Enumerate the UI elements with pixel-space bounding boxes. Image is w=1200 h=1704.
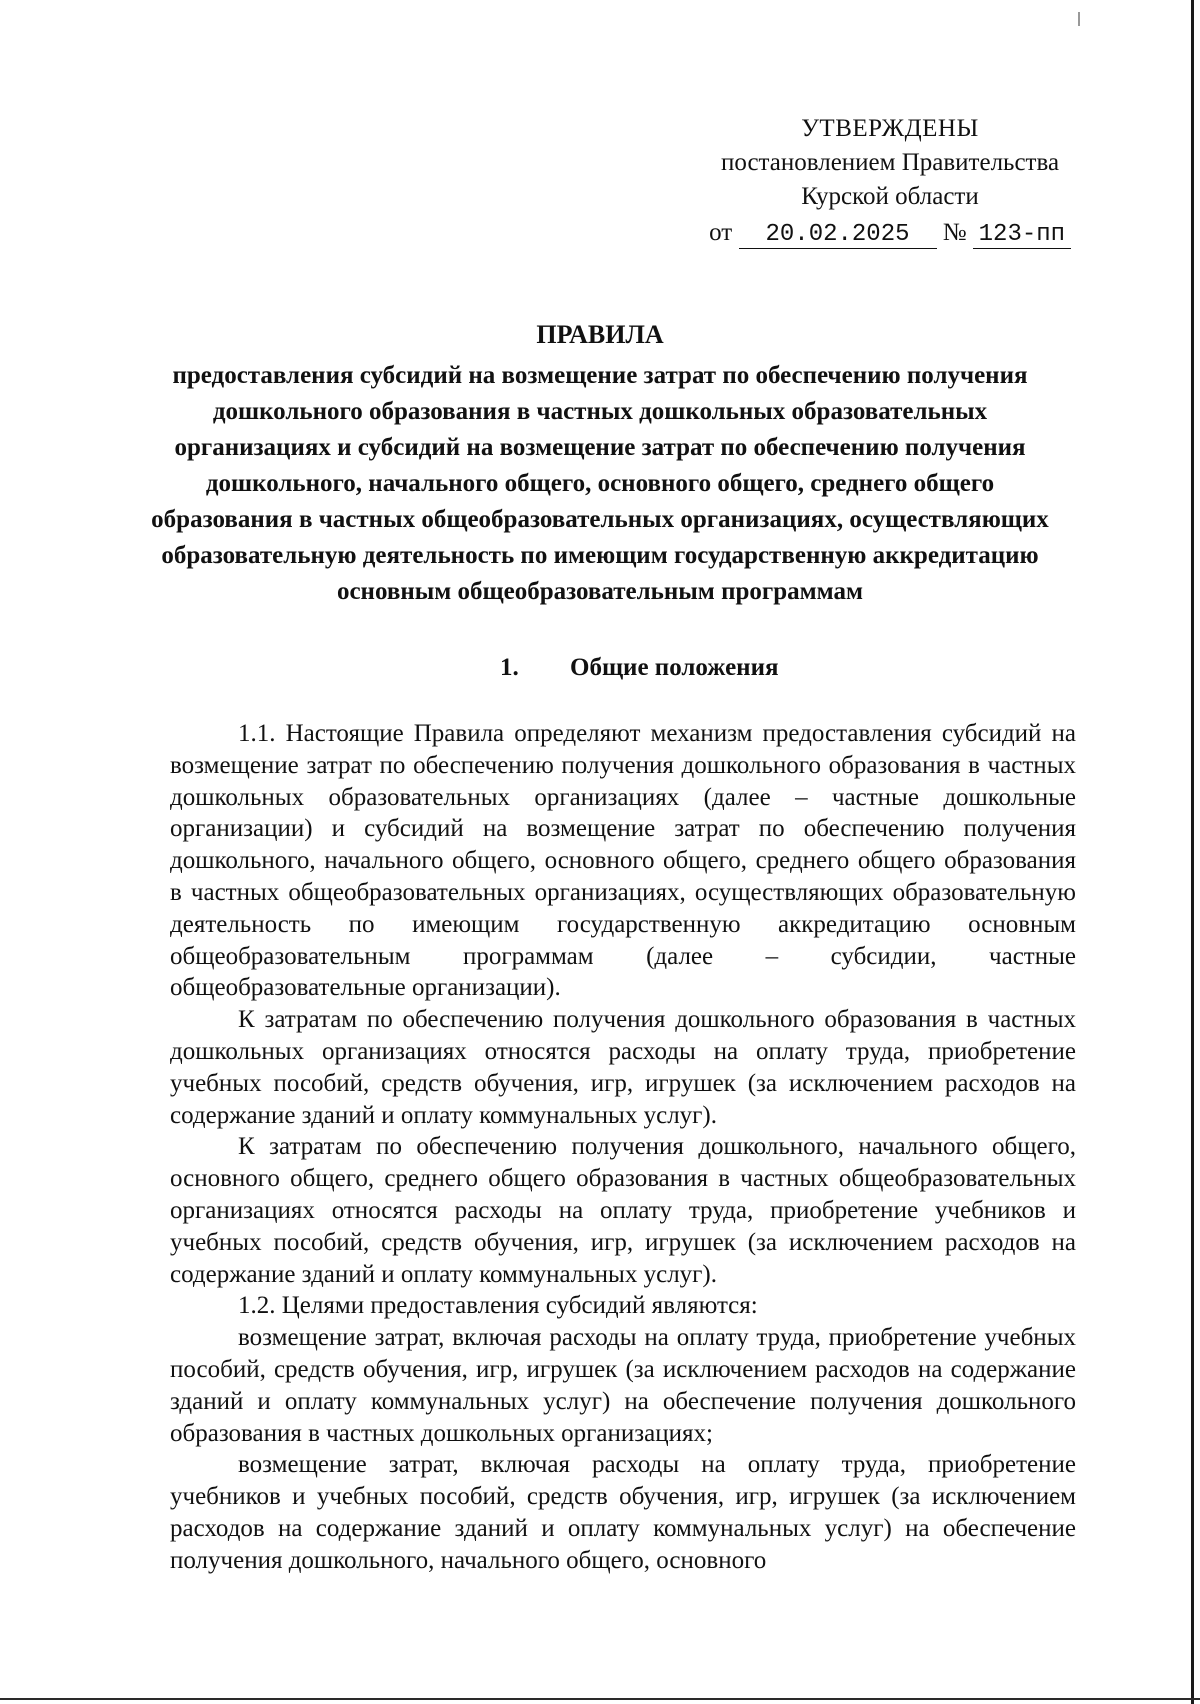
section-number: 1. [500,654,519,681]
approval-heading: УТВЕРЖДЕНЫ [801,115,979,142]
approval-block [690,112,1090,250]
section-title: Общие положения [570,654,779,681]
title-subtitle: предоставления субсидий на возмещение затрат по обеспечению получения дошкольного образования в частных дошкольных образовательных организациях и субсидий на возмещение затрат по обеспечению получения дошкольного, начального общего, основного общего, среднего общего образования в частных общеобразовательных организациях, осуществляющих образовательную деятельность по имеющим государственную аккредитацию основным общеобразовательным программам [151,362,1049,605]
approval-region: Курской области [801,183,979,210]
number-prefix: № [942,219,967,246]
approval-number: 123-пп [973,222,1071,249]
paragraph: 1.1. Настоящие Правила определяют механизм предоставления субсидий на возмещение затрат по обеспечению получения дошкольного образования в частных дошкольных образовательных организациях (далее – частные дошкольные организации) и субсидий на возмещение затрат по обеспечению получения дошкольного, начального общего, основного общего, среднего общего образования в частных общеобразовательных организациях, осуществляющих образовательную деятельность по имеющим государственную аккредитацию основным общеобразовательным программам (далее – субсидии, частные общеобразовательные организации). [170,720,1076,1002]
scan-edge-bottom [0,1698,1200,1700]
paragraph: К затратам по обеспечению получения дошкольного образования в частных дошкольных организациях относятся расходы на оплату труда, приобретение учебных пособий, средств обучения, игр, игрушек (за исключением расходов на содержание зданий и оплату коммунальных услуг). [170,1006,1076,1129]
section-heading [500,654,779,682]
date-prefix: от [709,219,733,246]
title-main: ПРАВИЛА [536,320,664,349]
paragraph: возмещение затрат, включая расходы на оплату труда, приобретение учебных пособий, средств обучения, игр, игрушек (за исключением расходов на содержание зданий и оплату коммунальных услуг) на обеспечение получения дошкольного образования в частных дошкольных организациях; [170,1324,1076,1447]
approval-date: 20.02.2025 [739,222,937,249]
approval-date-line [690,216,1090,250]
scan-mark [1078,12,1080,26]
paragraph: возмещение затрат, включая расходы на оплату труда, приобретение учебников и учебных пособий, средств обучения, игр, игрушек (за исключением расходов на содержание зданий и оплату коммунальных услуг) на обеспечение получения дошкольного, начального общего, основного [170,1451,1076,1574]
paragraph: К затратам по обеспечению получения дошкольного, начального общего, основного общего, среднего общего образования в частных общеобразовательных организациях относятся расходы на оплату труда, приобретение учебников и учебных пособий, средств обучения, игр, игрушек (за исключением расходов на содержание зданий и оплату коммунальных услуг). [170,1133,1076,1288]
approval-issuer: постановлением Правительства [720,149,1060,176]
document-title [150,318,1050,610]
scan-edge-right [1191,0,1194,1704]
document-body [170,718,1076,1577]
paragraph: 1.2. Целями предоставления субсидий являются: [238,1292,758,1320]
